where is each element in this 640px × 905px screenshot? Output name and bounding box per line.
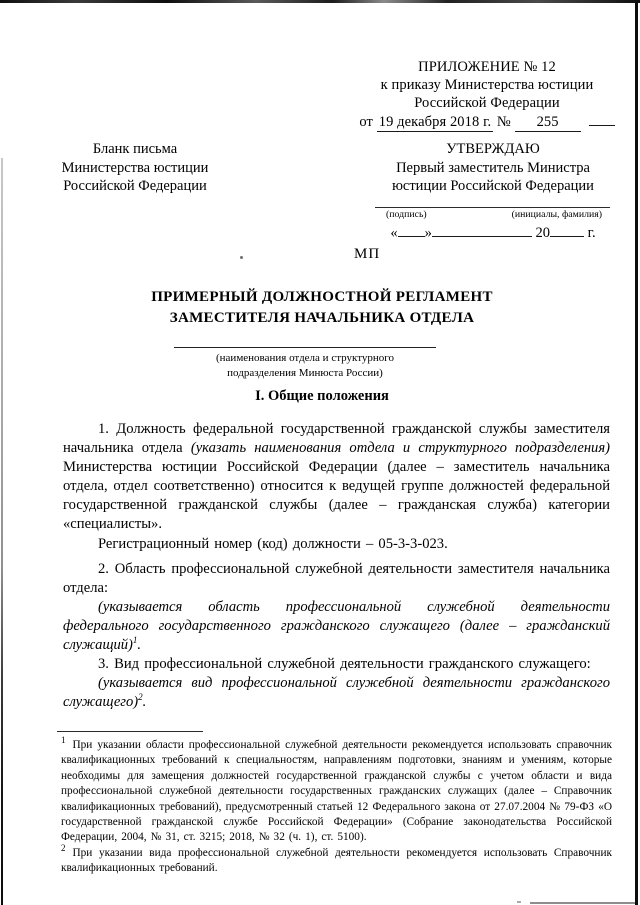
date-prefix: от (359, 113, 377, 130)
year-prefix: 20 (531, 224, 551, 241)
footnote-1-marker: 1 (61, 735, 66, 746)
trailing-blank (589, 113, 615, 126)
signature-caption: (подпись) (386, 208, 427, 220)
month-blank (432, 224, 532, 237)
scan-artifact-top-edge (0, 0, 640, 3)
paragraph-2-note-tail: . (137, 637, 142, 654)
initials-caption: (инициалы, фамилия) (511, 208, 602, 220)
letterhead-line: Российской Федерации (63, 178, 207, 195)
footnote-2 (61, 843, 612, 877)
footnote-2-marker: 2 (61, 843, 66, 854)
paragraph-3-note (63, 674, 610, 712)
appendix-line: Российской Федерации (414, 95, 560, 112)
paragraph-1-text: 1. Должность федеральной государственной гражданской службы заместителя начальника отдела (63, 421, 610, 457)
paragraph-3-note-text: (указывается вид профессиональной служебной деятельности гражданского служащего) (63, 675, 610, 711)
document-title-line: ПРИМЕРНЫЙ ДОЛЖНОСТНОЙ РЕГЛАМЕНТ (151, 289, 493, 305)
footnote-1-text: При указании области профессиональной служебной деятельности рекомендуется использовать справочник квалификационных требований к специальностям, направлениям подготовки, знаниям и умениям, которые необходимы для замещения должностей государственной гражданской службы с учетом области и вида профессиональной служебной деятельности государственных гражданских служащих (далее – Справочник квалификационных требований), предусмотренный статьей 12 Федерального закона от 27.07.2004 № 79-ФЗ «О государственной гражданской службе Российской Федерации» (Собрание законодательства Российской Федерации, 2004, № 31, ст. 3215; 2018, № 32 (ч. 1), ст. 5100). (61, 739, 612, 844)
order-date-line (337, 113, 637, 132)
footnotes-block (61, 735, 612, 877)
approval-date-fill-row (348, 224, 638, 243)
paragraph-3-note-tail: . (142, 694, 147, 711)
approval-block (348, 140, 638, 264)
quote-open: « (390, 224, 398, 241)
document-title-line: ЗАМЕСТИТЕЛЯ НАЧАЛЬНИКА ОТДЕЛА (169, 309, 475, 326)
letterhead-line: Бланк письма (92, 141, 178, 157)
day-blank (398, 224, 425, 237)
year-blank (550, 224, 584, 237)
paragraph-3: 3. Вид профессиональной служебной деятельности гражданского служащего: (98, 656, 591, 673)
footnote-1 (61, 735, 612, 846)
appendix-line: к приказу Министерства юстиции (380, 77, 594, 94)
paragraph-2: 2. Область профессиональной служебной деятельности заместителя начальника отдела: (63, 560, 610, 596)
footnote-ref-1: 1 (132, 635, 138, 646)
order-date-value: 19 декабря 2018 г. (377, 113, 493, 132)
document-body (63, 420, 610, 712)
department-rule (174, 347, 436, 348)
signature-captions (348, 208, 638, 220)
letterhead-block (37, 140, 233, 196)
year-suffix: г. (584, 224, 596, 241)
scan-speck (517, 901, 521, 903)
number-sign: № (493, 113, 515, 130)
paragraph-2-note (63, 598, 610, 655)
footnote-ref-2: 2 (138, 692, 143, 703)
department-caption-line: подразделения Минюста России) (227, 367, 383, 379)
department-caption (145, 351, 465, 381)
appendix-title: ПРИЛОЖЕНИЕ № 12 (418, 59, 556, 75)
department-caption-line: (наименования отдела и структурного (216, 352, 394, 364)
paragraph-2-note-text: (указывается область профессиональной служебной деятельности федерального государственного гражданского служащего (далее – гражданский служащий) (63, 598, 610, 654)
footnote-2-text: При указании вида профессиональной служебной деятельности рекомендуется использовать Справочник квалификационных требований. (61, 846, 612, 875)
order-number-value: 255 (515, 113, 581, 132)
footnote-separator (57, 731, 203, 732)
seal-mark: МП (354, 246, 381, 263)
paragraph-1 (63, 420, 610, 535)
paragraph-1-text: Министерства юстиции Российской Федерации (далее – заместитель начальника отдела, отдел соответственно) относится к ведущей группе должностей федеральной государственной гражданской службы (далее – гражданская служба) категории «специалисты». (63, 459, 610, 533)
paragraph-1-italic-note: (указать наименования отдела и структурного подразделения) (190, 440, 610, 457)
scan-speck (240, 256, 243, 259)
scan-artifact-left-edge (1, 158, 3, 905)
registration-number-paragraph: Регистрационный номер (код) должности – 05-3-3-023. (98, 535, 448, 552)
appendix-block (337, 58, 637, 132)
section-heading: I. Общие положения (255, 388, 389, 404)
quote-close: » (424, 224, 432, 241)
document-title (0, 287, 640, 328)
scan-artifact-right-edge (635, 2, 638, 905)
scan-artifact-bottom-edge (530, 902, 635, 904)
approval-heading: УТВЕРЖДАЮ (446, 141, 540, 157)
approval-line: Первый заместитель Министра (396, 159, 590, 176)
approval-line: юстиции Российской Федерации (392, 178, 594, 195)
letterhead-line: Министерства юстиции (61, 159, 209, 176)
